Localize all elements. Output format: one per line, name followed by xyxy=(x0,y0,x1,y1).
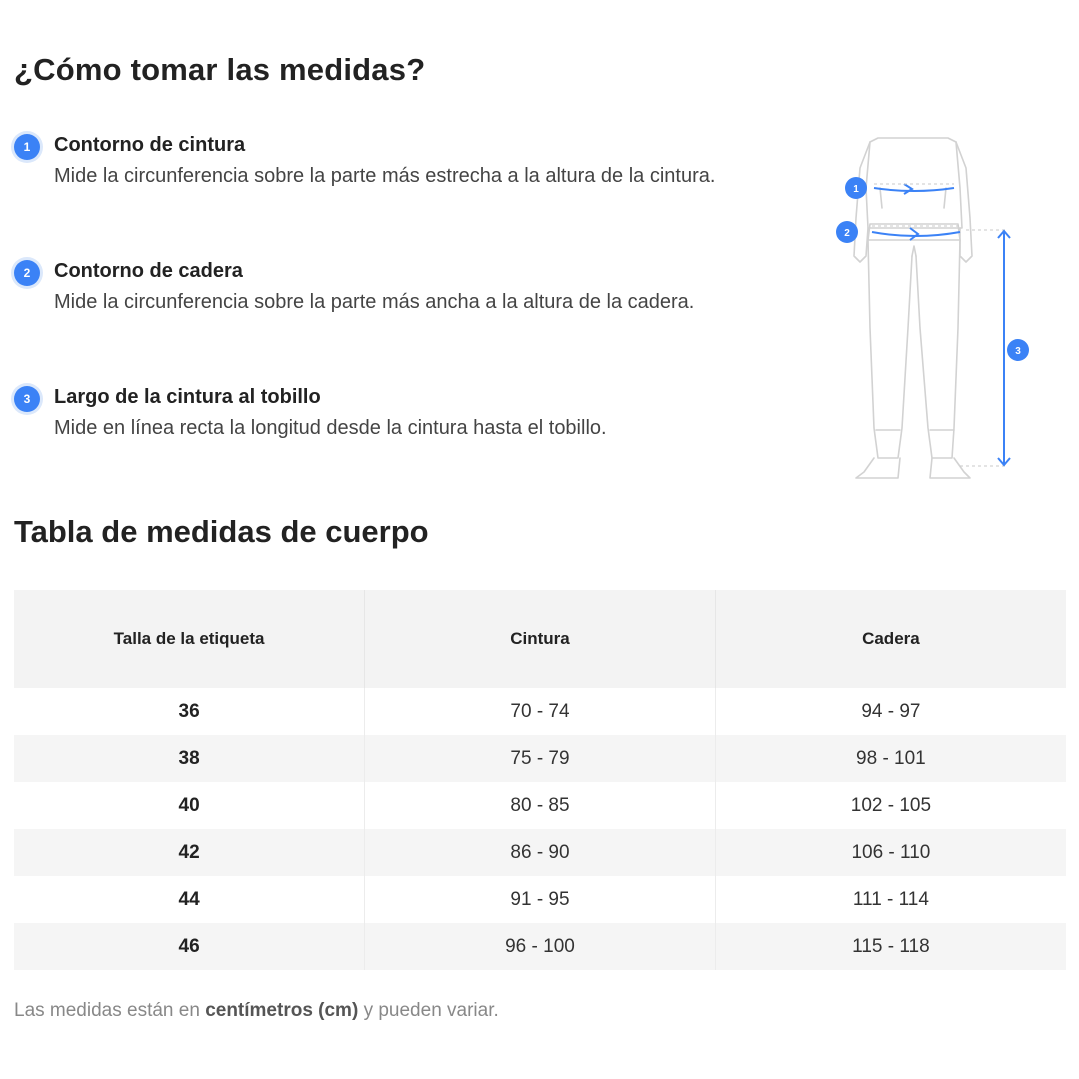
waist-cell: 70 - 74 xyxy=(365,688,716,735)
size-cell: 36 xyxy=(14,688,365,735)
hip-cell: 94 - 97 xyxy=(715,688,1066,735)
waist-cell: 96 - 100 xyxy=(365,923,716,970)
table-row xyxy=(14,829,1066,876)
hip-cell: 115 - 118 xyxy=(715,923,1066,970)
hip-cell: 111 - 114 xyxy=(715,876,1066,923)
size-table-heading: Tabla de medidas de cuerpo xyxy=(14,514,429,549)
step-title: Largo de la cintura al tobillo xyxy=(54,386,321,408)
table-header-row xyxy=(14,590,1066,688)
size-cell: 46 xyxy=(14,923,365,970)
size-cell: 40 xyxy=(14,782,365,829)
hip-cell: 106 - 110 xyxy=(715,829,1066,876)
waist-cell: 91 - 95 xyxy=(365,876,716,923)
table-row xyxy=(14,876,1066,923)
step-title: Contorno de cadera xyxy=(54,260,243,282)
svg-text:3: 3 xyxy=(1015,346,1021,357)
table-row xyxy=(14,735,1066,782)
svg-text:1: 1 xyxy=(853,184,859,195)
step-description: Mide en línea recta la longitud desde la cintura hasta el tobillo. xyxy=(54,417,607,439)
column-header-size: Talla de la etiqueta xyxy=(14,590,365,688)
waist-cell: 80 - 85 xyxy=(365,782,716,829)
column-header-waist: Cintura xyxy=(365,590,716,688)
hip-cell: 102 - 105 xyxy=(715,782,1066,829)
size-cell: 44 xyxy=(14,876,365,923)
step-description: Mide la circunferencia sobre la parte más ancha a la altura de la cadera. xyxy=(54,291,695,313)
waist-cell: 75 - 79 xyxy=(365,735,716,782)
step-number-badge: 2 xyxy=(14,260,40,286)
note-units: centímetros (cm) xyxy=(205,1000,359,1021)
size-table xyxy=(14,590,1066,970)
note-prefix: Las medidas están en xyxy=(14,1000,206,1021)
size-cell: 38 xyxy=(14,735,365,782)
size-cell: 42 xyxy=(14,829,365,876)
hip-cell: 98 - 101 xyxy=(715,735,1066,782)
units-note xyxy=(14,1000,499,1022)
step-number-badge: 3 xyxy=(14,386,40,412)
svg-text:2: 2 xyxy=(844,228,850,239)
table-row xyxy=(14,688,1066,735)
table-row xyxy=(14,923,1066,970)
waist-cell: 86 - 90 xyxy=(365,829,716,876)
step-title: Contorno de cintura xyxy=(54,134,246,156)
measurements-heading: ¿Cómo tomar las medidas? xyxy=(14,52,426,87)
note-suffix: y pueden variar. xyxy=(358,1000,499,1021)
step-number-badge: 1 xyxy=(14,134,40,160)
step-description: Mide la circunferencia sobre la parte más estrecha a la altura de la cintura. xyxy=(54,165,716,187)
column-header-hip: Cadera xyxy=(715,590,1066,688)
body-measurement-illustration-icon xyxy=(820,128,1040,488)
table-row xyxy=(14,782,1066,829)
